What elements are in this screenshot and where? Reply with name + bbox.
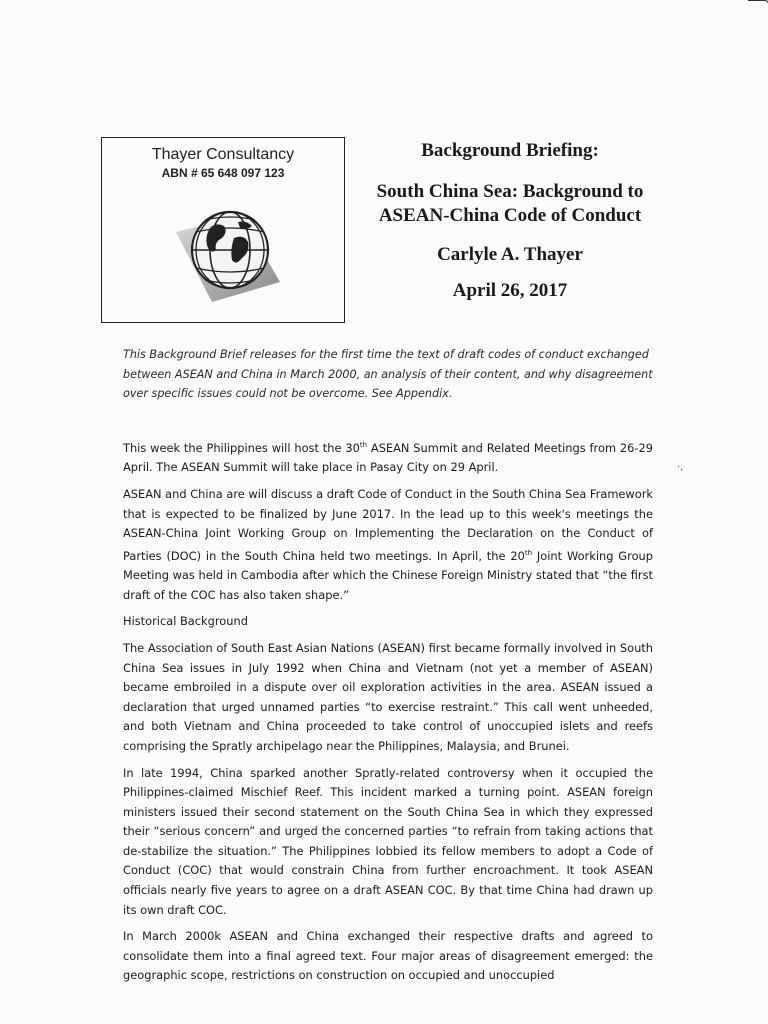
- document-type: Background Briefing:: [421, 140, 599, 161]
- paragraph: The Association of South East Asian Nations (ASEAN) first became formally involved in South China Sea issues in July 1992 when China and Vietnam (not yet a member of ASEAN) became embroiled in a dispute over oil exploration activities in the area. ASEAN issued a declaration that urged unnamed parties “to exercise restraint.” This call went unheeded, and both Vietnam and China proceeded to take control of unoccupied islets and reefs comprising the Spratly archipelago near the Philippines, Malaysia, and Brunei.: [123, 640, 653, 753]
- scan-speck: ·,: [677, 462, 684, 473]
- paragraph: In late 1994, China sparked another Spratly-related controversy when it occupied the Philippines-claimed Mischief Reef. This incident marked a turning point. ASEAN foreign ministers issued their second statement on the South China Sea in which they expressed their “serious concern” and urged the concerned parties “to refrain from taking actions that de-stabilize the situation.” The Philippines lobbied its fellow members to adopt a Code of Conduct (COC) that would constrain China from further encroachment. It took ASEAN officials nearly five years to agree on a draft ASEAN COC. By that time China had drawn up its own draft COC.: [123, 765, 653, 917]
- intro-summary: This Background Brief releases for the first time the text of draft codes of conduct exchanged between ASEAN and China in March 2000, an analysis of their content, and why disagreement over specific issues could not be overcome. See Appendix.: [123, 348, 653, 400]
- paragraph: This week the Philippines will host the 30th ASEAN Summit and Related Meetings from 26-29 April. The ASEAN Summit will take place in Pasay City on 29 April.: [123, 440, 653, 475]
- paragraph: ASEAN and China are will discuss a draft Code of Conduct in the South China Sea Framework that is expected to be finalized by June 2017. In the lead up to this week's meetings the ASEAN-China Joint Working Group on Implementing the Declaration on the Conduct of Parties (DOC) in the South China held two meetings. In April, the 20th Joint Working Group Meeting was held in Cambodia after which the Chinese Foreign Ministry stated that “the first draft of the COC has also taken shape.”: [123, 486, 653, 602]
- document-title-line-1: South China Sea: Background to: [376, 181, 644, 202]
- company-name: Thayer Consultancy: [151, 146, 295, 163]
- company-logo-box: [101, 137, 345, 323]
- document-date: April 26, 2017: [452, 280, 568, 301]
- document-title-line-2: ASEAN-China Code of Conduct: [378, 205, 642, 226]
- globe-icon: [172, 198, 284, 310]
- body-text: [123, 436, 653, 993]
- paragraph: In March 2000k ASEAN and China exchanged their respective drafts and agreed to consolidate them into a final agreed text. Four major areas of disagreement emerged: the geographic scope, restrictions on construction on occupied and unoccupied: [123, 929, 653, 983]
- title-block: [350, 137, 670, 302]
- author-name: Carlyle A. Thayer: [437, 244, 583, 265]
- company-abn: ABN # 65 648 097 123: [161, 166, 285, 180]
- scan-edge-mark: [748, 0, 768, 7]
- document-title: [350, 180, 670, 228]
- section-heading: Historical Background: [123, 614, 248, 629]
